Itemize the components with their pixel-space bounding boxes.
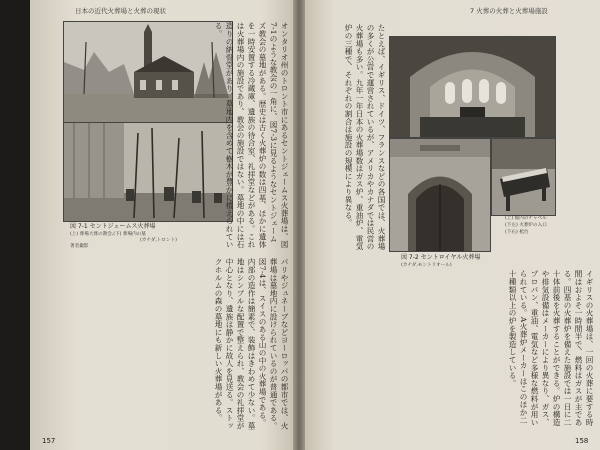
cemetery-photo xyxy=(63,122,233,222)
chapel-photo xyxy=(389,36,556,138)
figure-subcaption-right: (カナダ,モントリオール) xyxy=(401,263,452,268)
catafalque-photo xyxy=(491,138,556,216)
book-gutter xyxy=(292,0,306,450)
left-body-text-lower: パリやジュネーブなどヨーロッパの都市では、火葬場は墓地内に設けられているのが普通である。図7-4は、スイスのある山の中の火葬場である。内部の造作は簡素で、装飾はきわめて少ない。墓地はシンプルな配置で整えられ、教会の礼拝堂が中心となり、遺族は静かに故人を見送る。ストックホルムの森の墓地にも新しい火葬場がある。 xyxy=(214,258,289,430)
right-page xyxy=(305,0,600,450)
right-body-text-upper: たとえば、イギリス、ドイツ、フランスなどの各国では、火葬場の多くが公営で運営されているが、アメリカやカナダでは民営の火葬場も多い。九年一年日本の火葬場数はガス炉、重油炉、電気炉の三種で、それぞれの割合は施設の規模により異なる。 xyxy=(344,24,386,251)
left-body-text-upper: オンタリオ州のトロント市にあるセントジェームス火葬場は、図7-1のような教会の一角に、図7-3に見るようなセントジェームズ教会の墓地がある。歴史は古く火葬炉の数は四基、ほかに遺体を一時安置する冷蔵庫、遺族の待合室、礼拝堂などがある。これは火葬場内の施設であり、教会の施設ではない。墓地の中には石造りの納骨堂があり、墓地内を含めて樹木が豊かに植えられている。 xyxy=(214,22,289,249)
page-number-left: 157 xyxy=(42,437,56,445)
running-head-right: 7 火葬の火葬と火葬場施設 xyxy=(470,7,548,15)
church-photo xyxy=(63,21,233,123)
figure-subcaption-left-1: (上) 葬場大葬の教会,(下) 葬場内の墓 xyxy=(70,232,146,237)
figure-right-caption-2: (下左) 火葬炉の入口 xyxy=(505,223,547,228)
figure-right-caption-1: (上) 館内のチャペル xyxy=(505,216,547,221)
figure-subcaption-left-2: (カナダ,トロント) xyxy=(140,238,177,243)
figure-caption-left: 図 7-1 セントジェームス火葬場 xyxy=(70,223,156,230)
entrance-photo xyxy=(389,138,491,252)
figure-subcaption-left-3: 著者撮影 xyxy=(70,244,89,249)
figure-caption-right: 図 7-2 セントロイヤル火葬場 xyxy=(401,254,481,261)
page-number-right: 158 xyxy=(575,437,589,445)
left-page xyxy=(30,0,293,450)
figure-right-caption-3: (下右) 棺台 xyxy=(505,230,529,235)
running-head-left: 日本の近代火葬場と火葬の現状 xyxy=(75,7,166,15)
right-body-text-lower: イギリスの火葬場は、一回の火葬に要する時間はおよそ一時間半で、燃料はガスが主である。四基の火葬炉を備えた施設では一日に二十体前後を火葬することができる。炉の構造や排気設備はメーカーにより異なり、ガス、プロパン、重油、電気など多様な燃料が用いられている。A火葬炉メーカーはこのほか二十種類以上の炉を製造している。 xyxy=(508,270,594,426)
